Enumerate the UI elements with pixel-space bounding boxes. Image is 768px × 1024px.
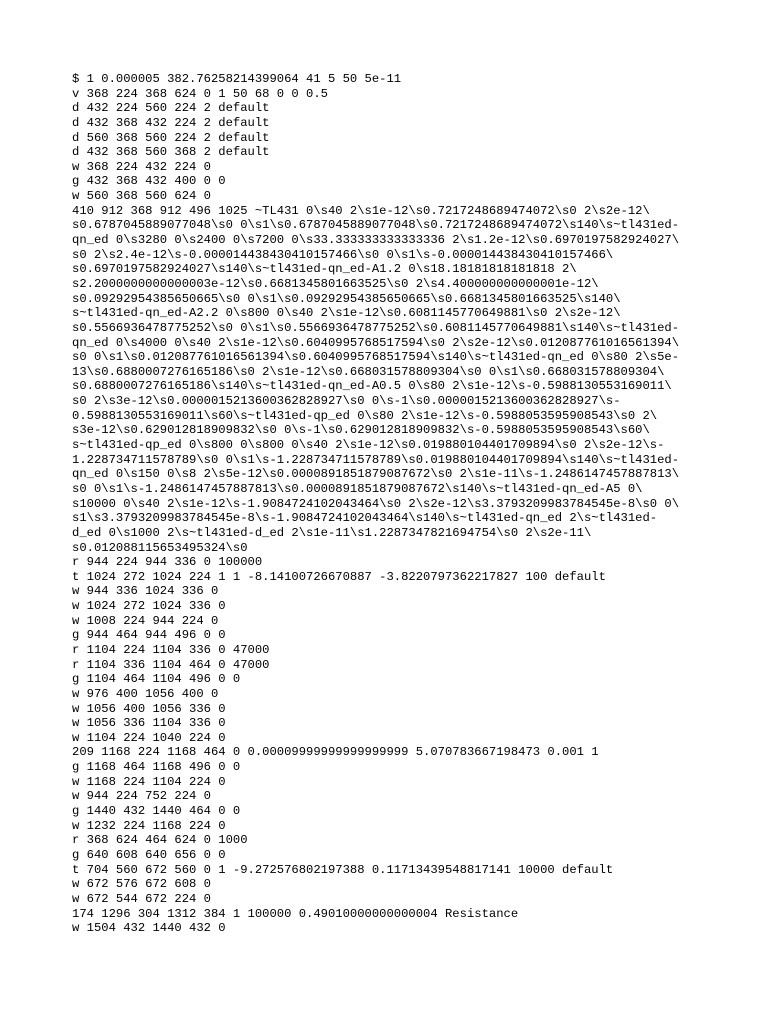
text-line: g 1440 432 1440 464 0 0 — [72, 804, 241, 819]
text-line: s0.5566936478775252\s0 0\s1\s0.5566936478775252\s0.6081145770649881\s140\s~tl431ed- — [72, 320, 680, 335]
text-line: w 1008 224 944 224 0 — [72, 613, 219, 628]
text-line: g 1168 464 1168 496 0 0 — [72, 760, 241, 775]
text-line: d 560 368 560 224 2 default — [72, 130, 270, 145]
text-line: w 1056 400 1056 336 0 — [72, 701, 226, 716]
text-line: 174 1296 304 1312 384 1 100000 0.49010000000000004 Resistance — [72, 906, 519, 921]
text-line: d 432 368 560 368 2 default — [72, 145, 270, 160]
text-line: g 1104 464 1104 496 0 0 — [72, 672, 241, 687]
text-line: w 1504 432 1440 432 0 — [72, 921, 226, 936]
text-line: s~tl431ed-qp_ed 0\s800 0\s800 0\s40 2\s1e-12\s0.019880104401709894\s0 2\s2e-12\s- — [72, 438, 665, 453]
text-line: s3e-12\s0.629012818909832\s0 0\s-1\s0.629012818909832\s-0.5988053595908543\s60\ — [72, 423, 650, 438]
text-line: $ 1 0.000005 382.76258214399064 41 5 50 5e-11 — [72, 72, 402, 86]
text-line: w 560 368 560 624 0 — [72, 189, 211, 204]
text-line: t 704 560 672 560 0 1 -9.272576802197388 0.11713439548817141 10000 default — [72, 862, 614, 877]
text-line: s1\s3.3793209983784545e-8\s-1.9084724102043464\s140\s~tl431ed-qn_ed 2\s~tl431ed- — [72, 511, 658, 526]
text-line: qn_ed 0\s4000 0\s40 2\s1e-12\s0.6040995768517594\s0 2\s2e-12\s0.012087761016561394\ — [72, 335, 680, 350]
text-line: w 1024 272 1024 336 0 — [72, 599, 226, 614]
text-line: w 944 224 752 224 0 — [72, 789, 211, 804]
text-line: w 1232 224 1168 224 0 — [72, 818, 226, 833]
text-line: w 1056 336 1104 336 0 — [72, 716, 226, 731]
text-line: s0 2\s3e-12\s0.0000015213600362828927\s0 0\s-1\s0.0000015213600362828927\s- — [72, 394, 621, 409]
text-line: w 976 400 1056 400 0 — [72, 686, 219, 701]
text-line: r 1104 336 1104 464 0 47000 — [72, 657, 270, 672]
text-line: 410 912 368 912 496 1025 ~TL431 0\s40 2\s1e-12\s0.7217248689474072\s0 2\s2e-12\ — [72, 203, 650, 218]
text-line: s0 0\s1\s0.012087761016561394\s0.6040995768517594\s140\s~tl431ed-qn_ed 0\s80 2\s5e- — [72, 350, 680, 365]
text-line: s0 2\s2.4e-12\s-0.000014438430410157466\s0 0\s1\s-0.000014438430410157466\ — [72, 247, 614, 262]
text-line: d 432 224 560 224 2 default — [72, 101, 270, 116]
text-line: 209 1168 224 1168 464 0 0.00009999999999999999 5.070783667198473 0.001 1 — [72, 745, 599, 760]
text-line: qn_ed 0\s150 0\s8 2\s5e-12\s0.0000891851879087672\s0 2\s1e-11\s-1.2486147457887813\ — [72, 467, 680, 482]
text-line: g 944 464 944 496 0 0 — [72, 628, 226, 643]
text-line: d_ed 0\s1000 2\s~tl431ed-d_ed 2\s1e-11\s1.2287347821694754\s0 2\s2e-11\ — [72, 525, 592, 540]
text-line: 0.5988130553169011\s60\s~tl431ed-qp_ed 0\s80 2\s1e-12\s-0.5988053595908543\s0 2\ — [72, 408, 658, 423]
text-line: s~tl431ed-qn_ed-A2.2 0\s800 0\s40 2\s1e-12\s0.6081145770649881\s0 2\s2e-12\ — [72, 306, 621, 321]
text-line: s0.09292954385650665\s0 0\s1\s0.09292954385650665\s0.6681345801663525\s140\ — [72, 291, 621, 306]
text-line: w 944 336 1024 336 0 — [72, 584, 219, 599]
text-line: w 672 544 672 224 0 — [72, 891, 211, 906]
text-line: w 1104 224 1040 224 0 — [72, 730, 226, 745]
text-line: s0.6787045889077048\s0 0\s1\s0.6787045889077048\s0.7217248689474072\s140\s~tl431ed- — [72, 218, 680, 233]
netlist-text — [72, 72, 712, 936]
text-line: s0.6970197582924027\s140\s~tl431ed-qn_ed-A1.2 0\s18.18181818181818 2\ — [72, 262, 577, 277]
text-line: g 432 368 432 400 0 0 — [72, 174, 226, 189]
text-line: s0.6880007276165186\s140\s~tl431ed-qn_ed-A0.5 0\s80 2\s1e-12\s-0.5988130553169011\ — [72, 379, 672, 394]
text-line: w 672 576 672 608 0 — [72, 877, 211, 892]
text-line: s10000 0\s40 2\s1e-12\s-1.9084724102043464\s0 2\s2e-12\s3.3793209983784545e-8\s0 0\ — [72, 496, 680, 511]
text-line: d 432 368 432 224 2 default — [72, 115, 270, 130]
text-line: t 1024 272 1024 224 1 1 -8.14100726670887 -3.8220797362217827 100 default — [72, 569, 606, 584]
text-line: r 368 624 464 624 0 1000 — [72, 833, 248, 848]
text-line: 13\s0.6880007276165186\s0 2\s1e-12\s0.668031578809304\s0 0\s1\s0.668031578809304\ — [72, 364, 665, 379]
text-line: r 1104 224 1104 336 0 47000 — [72, 642, 270, 657]
text-line: v 368 224 368 624 0 1 50 68 0 0 0.5 — [72, 86, 328, 101]
text-line: s0 0\s1\s-1.2486147457887813\s0.0000891851879087672\s140\s~tl431ed-qn_ed-A5 0\ — [72, 481, 643, 496]
text-line: s0.012088115653495324\s0 — [72, 540, 248, 555]
text-line: r 944 224 944 336 0 100000 — [72, 555, 263, 570]
text-line: g 640 608 640 656 0 0 — [72, 847, 226, 862]
text-line: w 368 224 432 224 0 — [72, 159, 211, 174]
text-line: w 1168 224 1104 224 0 — [72, 774, 226, 789]
text-line: s2.2000000000000003e-12\s0.6681345801663525\s0 2\s4.400000000000001e-12\ — [72, 276, 599, 291]
text-line: qn_ed 0\s3280 0\s2400 0\s7200 0\s33.333333333333336 2\s1.2e-12\s0.6970197582924027\ — [72, 233, 680, 248]
text-line: 1.228734711578789\s0 0\s1\s-1.228734711578789\s0.019880104401709894\s140\s~tl431ed- — [72, 452, 680, 467]
